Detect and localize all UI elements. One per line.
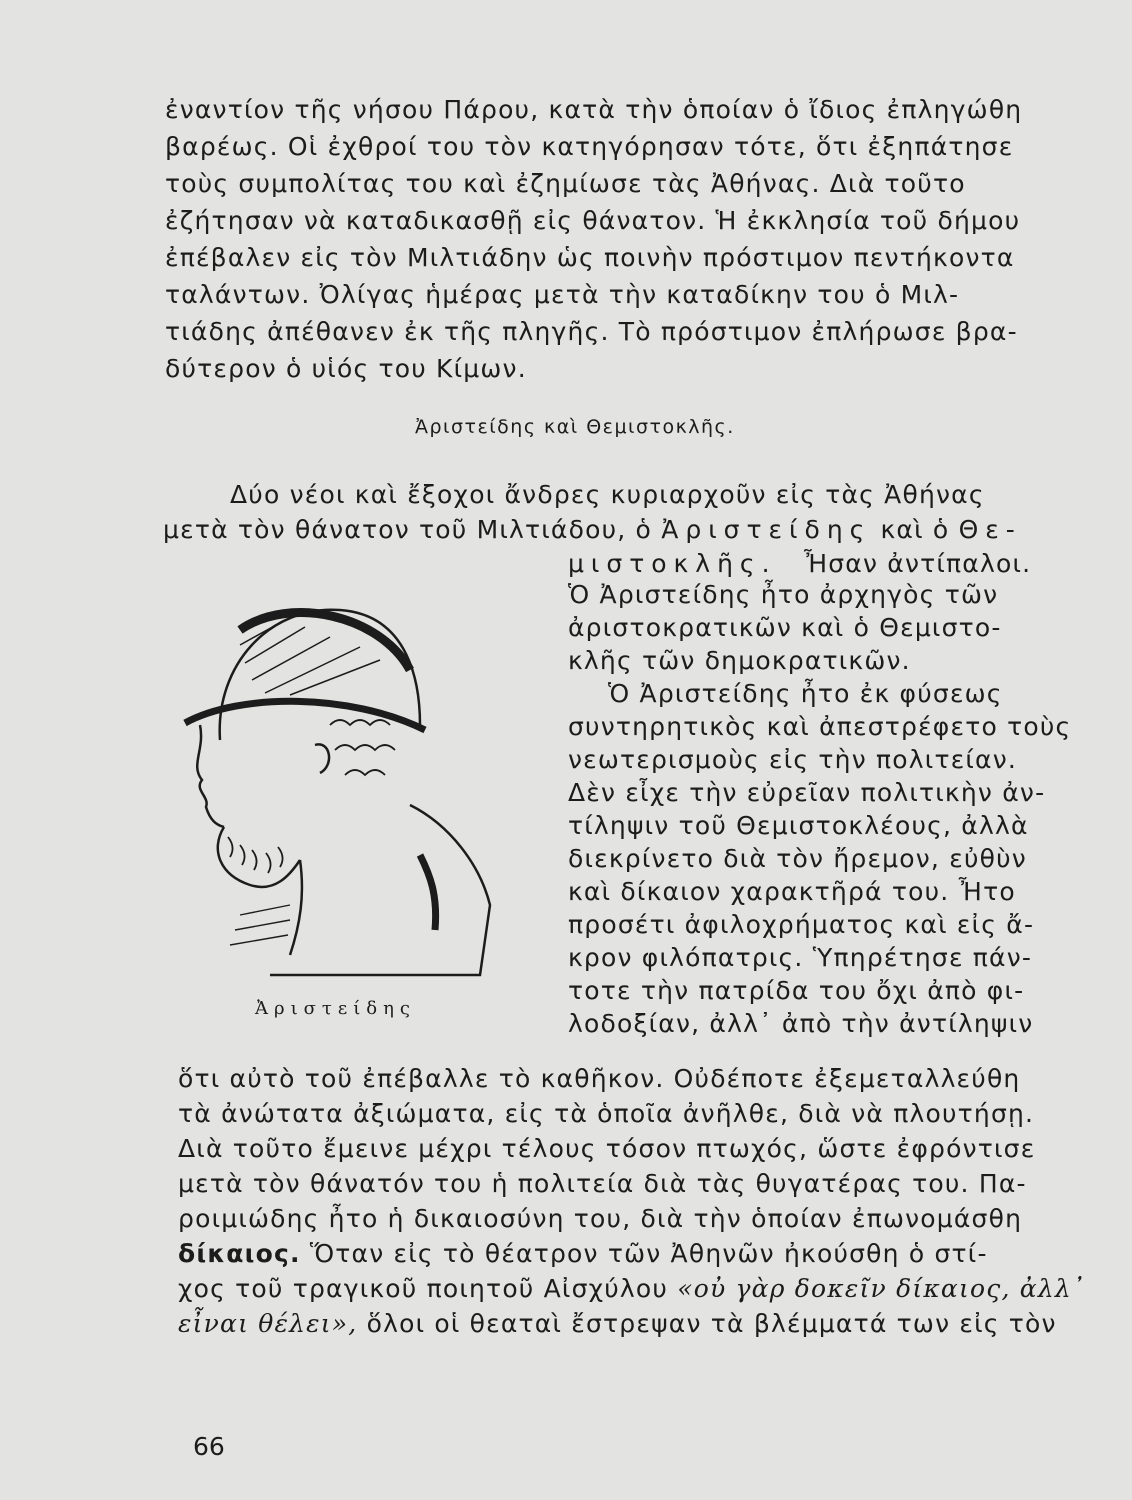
text-line: προσέτι ἀφιλοχρήματος καὶ εἰς ἄ- — [568, 910, 1035, 939]
text-line: τοὺς συμπολίτας του καὶ ἐζημίωσε τὰς Ἀθήνας. Διὰ τοῦτο — [165, 169, 966, 198]
helmet-band — [240, 613, 410, 670]
quotation-italic: «οὐ γὰρ δοκεῖν δίκαιος, ἀλλ᾽ — [677, 1274, 1086, 1303]
text-line: Ὁ Ἀριστείδης ἦτο ἀρχηγὸς τῶν — [568, 580, 999, 609]
text-line: ροιμιώδης ἦτο ἡ δικαιοσύνη του, διὰ τὴν ὁποίαν ἐπωνομάσθη — [178, 1204, 1023, 1233]
helmet-outline — [220, 610, 420, 740]
text-line: τοτε τὴν πατρίδα του ὄχι ἀπὸ φι- — [568, 976, 1025, 1005]
figure-caption: Ἀριστείδης — [255, 998, 416, 1019]
text-line — [178, 1239, 988, 1269]
text-span: χος τοῦ τραγικοῦ ποιητοῦ Αἰσχύλου — [178, 1274, 669, 1303]
text-line: ταλάντων. Ὀλίγας ἡμέρας μετὰ τὴν καταδίκην του ὁ Μιλ- — [165, 280, 960, 309]
text-line: τὰ ἀνώτατα ἀξιώματα, εἰς τὰ ὁποῖα ἀνῆλθε, διὰ νὰ πλουτήσῃ. — [178, 1099, 1035, 1128]
text-line: συντηρητικὸς καὶ ἀπεστρέφετο τοὺς — [568, 712, 1072, 741]
text-line: δύτερον ὁ υἱός του Κίμων. — [165, 354, 527, 383]
text-line: ἀριστοκρατικῶν καὶ ὁ Θεμιστο- — [568, 613, 1002, 642]
name-aristeides: Ἀριστείδης — [661, 515, 872, 544]
text-line: Δὲν εἶχε τὴν εὐρεῖαν πολιτικὴν ἀν- — [568, 778, 1046, 807]
text-span: Ὅταν εἰς τὸ θέατρον τῶν Ἀθηνῶν ἠκούσθη ὁ στί- — [309, 1239, 988, 1268]
text-line: βαρέως. Οἱ ἐχθροί του τὸν κατηγόρησαν τότε, ὅτι ἐξηπάτησε — [165, 132, 1014, 161]
text-line: νεωτερισμοὺς εἰς τὴν πολιτείαν. — [568, 745, 1018, 774]
text-line: κρον φιλόπατρις. Ὑπηρέτησε πάν- — [568, 943, 1033, 972]
text-line — [163, 515, 1022, 545]
name-themistocles: μιστοκλῆς. — [568, 549, 777, 578]
text-line: διεκρίνετο διὰ τὸν ἤρεμον, εὐθὺν — [568, 844, 1027, 873]
text-line: τιάδης ἀπέθανεν ἐκ τῆς πληγῆς. Τὸ πρόστιμον ἐπλήρωσε βρα- — [165, 317, 1018, 346]
text-line: ἐπέβαλεν εἰς τὸν Μιλτιάδην ὡς ποινὴν πρόστιμον πεντήκοντα — [165, 243, 1015, 272]
text-line: Διὰ τοῦτο ἔμεινε μέχρι τέλους τόσον πτωχός, ὥστε ἐφρόντισε — [178, 1134, 1036, 1163]
text-line: Δύο νέοι καὶ ἔξοχοι ἄνδρες κυριαρχοῦν εἰς τὰς Ἀθήνας — [230, 480, 985, 509]
text-line — [178, 1309, 1057, 1339]
text-line: ὅτι αὐτὸ τοῦ ἐπέβαλλε τὸ καθῆκον. Οὐδέποτε ἐξεμεταλλεύθη — [178, 1064, 1021, 1093]
name-themistocles: Θε- — [958, 515, 1022, 544]
text-line: τίληψιν τοῦ Θεμιστοκλέους, ἀλλὰ — [568, 811, 1029, 840]
section-heading: Ἀριστείδης καὶ Θεμιστοκλῆς. — [415, 416, 735, 438]
text-line: μετὰ τὸν θάνατόν του ἡ πολιτεία διὰ τὰς θυγατέρας του. Πα- — [178, 1169, 1027, 1198]
text-line — [568, 549, 1031, 579]
bold-term: δίκαιος. — [178, 1239, 301, 1268]
text-line: ἐζήτησαν νὰ καταδικασθῇ εἰς θάνατον. Ἡ ἐκκλησία τοῦ δήμου — [165, 206, 1021, 235]
text-span: ὅλοι οἱ θεαταὶ ἔστρεψαν τὰ βλέμματά των εἰς τὸν — [366, 1309, 1057, 1338]
text-span: Ἦσαν ἀντίπαλοι. — [803, 549, 1032, 578]
text-line: Ὁ Ἀριστείδης ἦτο ἐκ φύσεως — [608, 679, 1003, 708]
aristeides-bust-illustration — [180, 575, 510, 995]
text-line: λοδοξίαν, ἀλλ᾽ ἀπὸ τὴν ἀντίληψιν — [568, 1009, 1034, 1038]
page-number: 66 — [193, 1432, 225, 1461]
quotation-italic: εἶναι θέλει», — [178, 1309, 358, 1338]
text-span: μετὰ τὸν θάνατον τοῦ Μιλτιάδου, ὁ — [163, 515, 653, 544]
text-span: καὶ ὁ — [880, 515, 950, 544]
text-line: καὶ δίκαιον χαρακτῆρά του. Ἦτο — [568, 877, 1016, 906]
text-line — [178, 1274, 1086, 1304]
text-line: κλῆς τῶν δημοκρατικῶν. — [568, 646, 911, 675]
text-line: ἐναντίον τῆς νήσου Πάρου, κατὰ τὴν ὁποίαν ὁ ἴδιος ἐπληγώθη — [165, 95, 1023, 124]
